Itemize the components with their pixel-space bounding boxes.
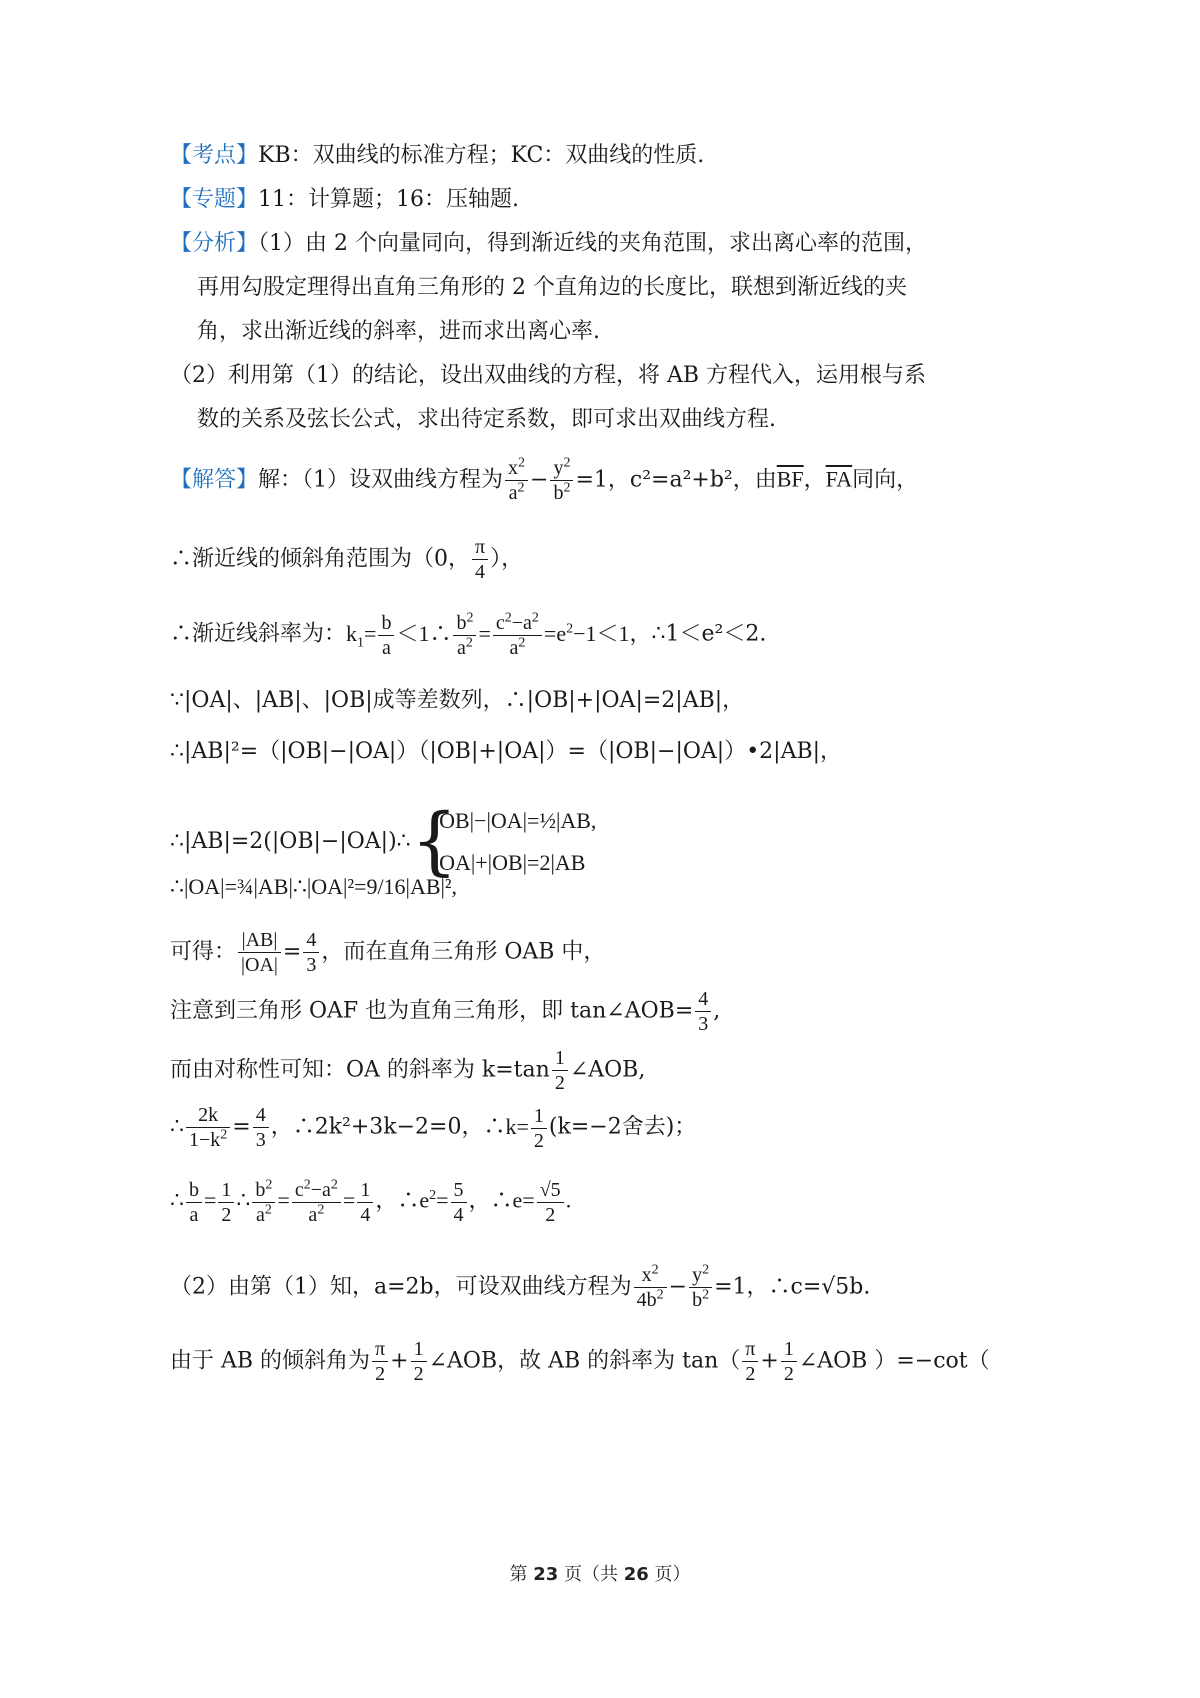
ratio-post: ，而在直角三角形 OAB 中，	[321, 939, 606, 965]
line-arith-seq: ∵|OA|、|AB|、|OB|成等差数列，∴|OB|+|OA|=2|AB|，	[170, 688, 745, 713]
k-value: k= $\frac{1}{2}$	[506, 1114, 549, 1139]
fraction-ab-oa: $\frac{|AB|}{|OA|}$	[238, 928, 281, 977]
fraction-2k: $\frac{2k}{1-k^2}$	[186, 1103, 230, 1152]
quadratic-mid: ，∴2k²+3k−2=0，∴	[270, 1114, 506, 1140]
vector-fa: $\overline{FA}$	[825, 466, 853, 492]
fraction-4-3-a: $\frac{4}{3}$	[303, 928, 319, 977]
slope-pre: ∴渐近线斜率为：	[170, 621, 347, 647]
line-angle-range	[170, 535, 523, 584]
line-ab-squared: ∴|AB|²=（|OB|−|OA|）（|OB|+|OA|）=（|OB|−|OA|）•2|AB|，	[170, 739, 843, 764]
vector-bf: $\overline{BF}$	[776, 466, 804, 492]
fenxi-text-1: （1）由 2 个向量同向，得到渐近线的夹角范围，求出离心率的范围，	[258, 231, 927, 256]
footer-page-number: 23	[533, 1564, 559, 1585]
slope-post: ∴1＜e²＜2.	[651, 621, 767, 647]
line-quadratic: ∴ $\frac{2k}{1-k^2}$ = $\frac{4}{3}$ ，∴2k²+3k−2=0，∴k= $\frac{1}{2}$ (k=−2舍去)；	[170, 1104, 697, 1152]
tan-post: ,	[713, 998, 721, 1024]
page-footer	[0, 1560, 1200, 1586]
jieda-comma: ，	[803, 467, 826, 493]
zhuanti-tag: 【专题】	[170, 187, 259, 212]
angle-range-pre: ∴渐近线的倾斜角范围为（0，	[170, 546, 470, 572]
system-pre: ∴|AB|=2(|OB|−|OA|)∴	[170, 829, 411, 854]
kaodian-tag: 【考点】	[170, 143, 259, 168]
footer-post: 页）	[648, 1564, 691, 1585]
jieda-text-post: =1，c²=a²+b²，由	[575, 467, 777, 493]
fraction-pi-4: $\frac{\pi}{4}$	[472, 535, 488, 584]
footer-mid: 页（共	[558, 1564, 624, 1585]
quadratic-post: (k=−2舍去)；	[548, 1114, 697, 1140]
kaodian-line	[170, 141, 704, 171]
kaodian-text: KB：双曲线的标准方程；KC：双曲线的性质.	[258, 143, 705, 168]
tan-pre: 注意到三角形 OAF 也为直角三角形，即 tan∠AOB=	[170, 998, 694, 1024]
fenxi-line-5: 数的关系及弦长公式，求出待定系数，即可求出双曲线方程.	[197, 407, 776, 432]
fraction-4-3-b: $\frac{4}{3}$	[695, 987, 711, 1036]
fraction-y2-b2-b: $\frac{y^2}{b^2}$	[689, 1263, 712, 1312]
part2-pre: （2）由第（1）知，a=2b，可设双曲线方程为	[170, 1274, 632, 1300]
jieda-line: 【解答】解：（1）设双曲线方程为 $\frac{x^2}{a^2}$ − $\frac{y^2}{b^2}$ =1，c²=a²+b²，由$\overline{BF}$，$\overline{FA}$同向，	[170, 455, 919, 504]
line-tan-aob	[170, 987, 720, 1036]
fenxi-line-3: 角，求出渐近线的斜率，进而求出离心率.	[197, 319, 600, 344]
ab-slope-pre: 由于 AB 的倾斜角为	[170, 1348, 371, 1374]
symmetry-pre: 而由对称性可知：OA 的斜率为 k=tan	[170, 1057, 550, 1083]
zhuanti-line	[170, 185, 519, 215]
fenxi-line-4: （2）利用第（1）的结论，设出双曲线的方程，将 AB 方程代入，运用根与系	[170, 363, 927, 388]
fenxi-line-1	[170, 229, 927, 259]
zhuanti-text: 11：计算题；16：压轴题.	[258, 187, 519, 212]
symmetry-post: ∠AOB,	[569, 1057, 646, 1083]
system-row-2: |OA|+|OB|=2|AB	[434, 850, 586, 875]
jieda-text-end: 同向，	[852, 467, 919, 493]
footer-total-pages: 26	[623, 1564, 649, 1585]
ab-slope-mid: ∠AOB，故 AB 的斜率为 tan（	[428, 1348, 741, 1374]
line-oa-ab: ∴|OA|=¾|AB|∴|OA|²=9/16|AB|²,	[170, 874, 458, 899]
line-ab-slope: 由于 AB 的倾斜角为 $\frac{\pi}{2}$ + $\frac{1}{2}$ ∠AOB，故 AB 的斜率为 tan（ $\frac{\pi}{2}$ + $\frac{1}{2}$ ∠AOB ）=−cot（	[170, 1338, 990, 1385]
jieda-tag: 【解答】	[170, 467, 259, 493]
ab-slope-post: ∠AOB ）=−cot（	[798, 1348, 990, 1374]
slope-formula: $k_1=$ $\frac{b}{a}$ ＜1∴ $\frac{b^2}{a^2}$ = $\frac{c^2-a^2}{a^2}$ $=e^2-1<1$，	[346, 610, 652, 659]
jieda-text-pre: 解：（1）设双曲线方程为	[258, 467, 504, 493]
fraction-4-3-c: $\frac{4}{3}$	[253, 1103, 269, 1152]
fraction-x2-4b2: $\frac{x^2}{4b^2}$	[634, 1263, 667, 1312]
fenxi-line-2: 再用勾股定理得出直角三角形的 2 个直角边的长度比，联想到渐近线的夹	[197, 275, 907, 300]
ratio-pre: 可得：	[170, 939, 237, 965]
fenxi-tag: 【分析】	[170, 231, 259, 256]
angle-range-post: ），	[490, 546, 524, 572]
fraction-y2-b2: $\frac{y^2}{b^2}$	[550, 456, 573, 505]
line-symmetry	[170, 1046, 645, 1095]
footer-pre: 第	[509, 1564, 534, 1585]
line-ratio: 可得： $\frac{|AB|}{|OA|}$ = $\frac{4}{3}$ ，而在直角三角形 OAB 中，	[170, 929, 606, 976]
line-slope	[170, 611, 766, 660]
ecc-post: ∴e=	[490, 1187, 535, 1213]
fraction-1-2-a: $\frac{1}{2}$	[552, 1046, 568, 1095]
equation-system: { |OB|−|OA|=½|AB, |OA|+|OB|=2|AB	[410, 798, 597, 884]
line-eccentricity: ∴ $\frac{b}{a}$ = $\frac{1}{2}$ ∴ $\frac{b^2}{a^2}$ = $\frac{c^2-a^2}{a^2}$ = $\frac{1}{4}$ ，$\therefore e^2=$ $\frac{5}{4}$ ，∴e= $\frac{√5}{2}$ .	[170, 1177, 572, 1226]
system-row-1: |OB|−|OA|=½|AB,	[434, 808, 597, 833]
fraction-x2-a2: $\frac{x^2}{a^2}$	[505, 456, 528, 505]
line-part2: （2）由第（1）知，a=2b，可设双曲线方程为 $\frac{x^2}{4b^2}$ − $\frac{y^2}{b^2}$ =1，∴c=√5b.	[170, 1262, 871, 1311]
part2-post: =1，∴c=√5b.	[714, 1274, 871, 1300]
